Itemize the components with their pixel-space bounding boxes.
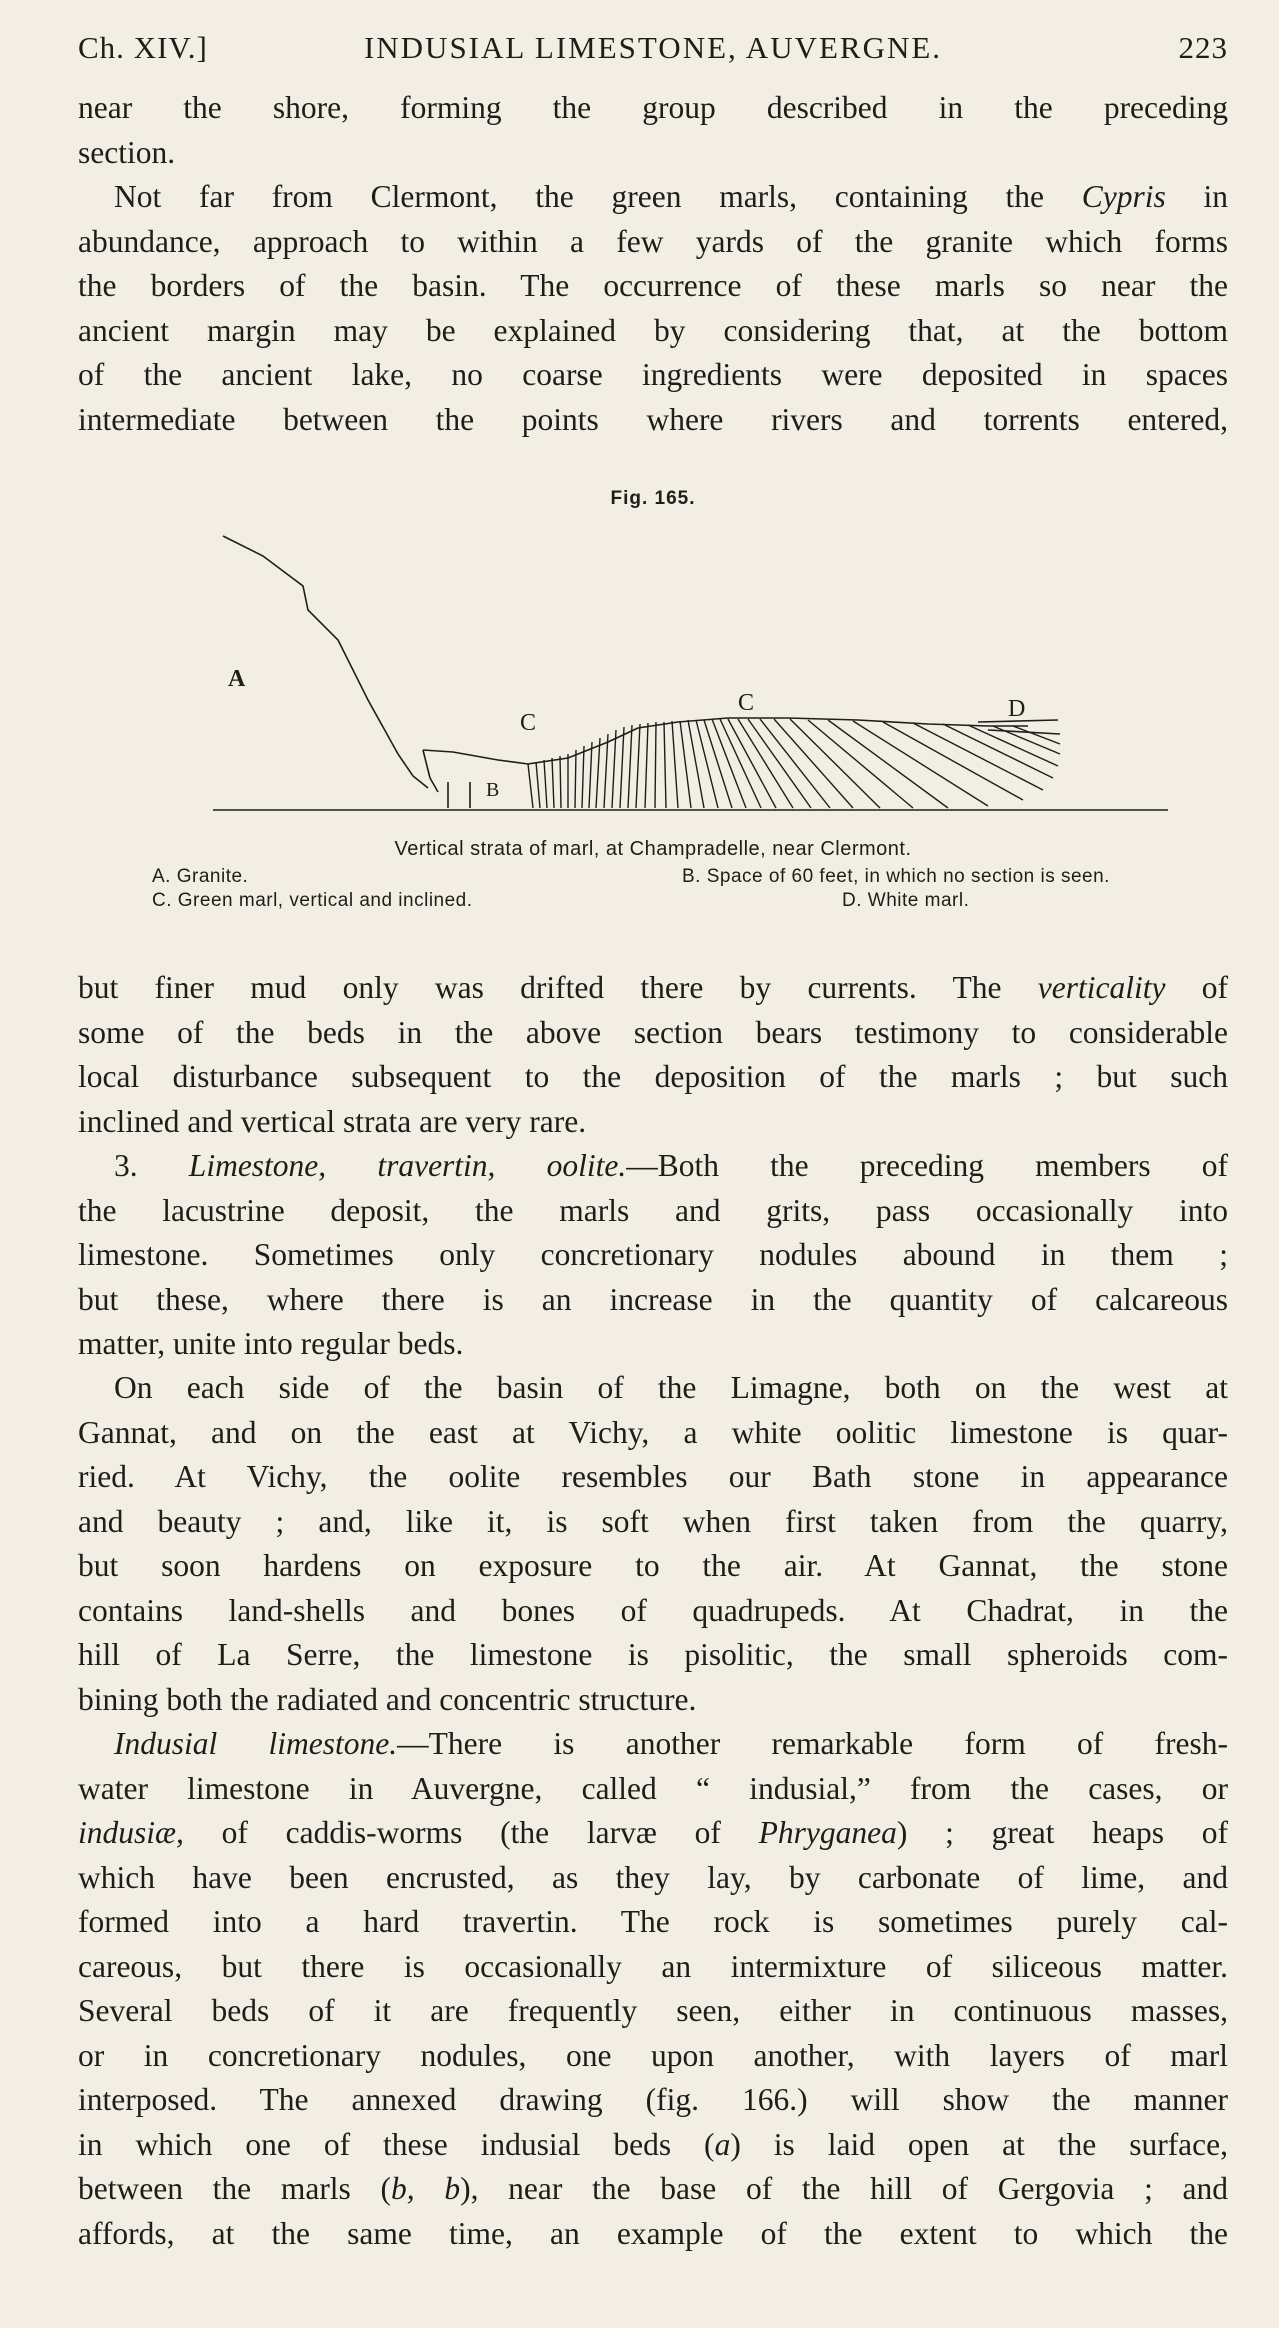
- text-line: Gannat, and on the east at Vichy, a white oolitic limestone is quar-: [78, 1414, 1228, 1450]
- space-b-top: [423, 718, 1028, 764]
- text-line: the lacustrine deposit, the marls and grits, pass occasionally into: [78, 1192, 1228, 1228]
- label-c-left: C: [520, 710, 537, 736]
- label-c-right: C: [738, 690, 755, 716]
- strata-section-diagram: [208, 520, 1208, 840]
- paragraph-limestone: [78, 1144, 1228, 1367]
- text-run: —There is another remarkable form of fresh-: [397, 1726, 1229, 1761]
- italic-a: a: [714, 2126, 731, 2162]
- vertical-strata: [528, 719, 830, 808]
- paragraph-verticality: [78, 966, 1228, 1144]
- text-line: section.: [78, 134, 176, 170]
- paragraph-limagne: [78, 1366, 1228, 1722]
- text-run: Not far from Clermont, the green marls, containing the: [114, 179, 1044, 214]
- text-line: affords, at the same time, an example of the extent to which the: [78, 2215, 1228, 2251]
- text-line: formed into a hard travertin. The rock is sometimes purely cal-: [78, 1904, 1228, 1939]
- text-run: ), near the base of the hill of Gergovia ; and: [460, 2171, 1229, 2206]
- paragraph-continuation: [78, 86, 1228, 175]
- running-header: [78, 26, 1228, 72]
- text-line: inclined and vertical strata are very rare.: [78, 1103, 587, 1139]
- page-number: 223: [1178, 30, 1228, 65]
- text-line: water limestone in Auvergne, called “ indusial,” from the cases, or: [78, 1770, 1228, 1806]
- text-line: but soon hardens on exposure to the air. At Gannat, the stone: [78, 1548, 1228, 1583]
- legend-b: B. Space of 60 feet, in which no section is seen.: [682, 866, 1110, 887]
- text-line: or in concretionary nodules, one upon another, with layers of marl: [78, 2037, 1228, 2073]
- figure-label: Fig. 165.: [610, 488, 696, 509]
- text-line: some of the beds in the above section bears testimony to considerable: [78, 1014, 1228, 1050]
- text-line: [78, 1811, 1228, 1856]
- text-line: matter, unite into regular beds.: [78, 1326, 464, 1361]
- legend-c: C. Green marl, vertical and inclined.: [152, 890, 473, 911]
- text-line: [78, 175, 1228, 220]
- text-line: contains land-shells and bones of quadrupeds. At Chadrat, in the: [78, 1592, 1228, 1628]
- text-line: [78, 1722, 1228, 1767]
- text-run: of: [1201, 970, 1229, 1005]
- text-line: careous, but there is occasionally an intermixture of siliceous matter.: [78, 1948, 1228, 1984]
- text-line: and beauty ; and, like it, is soft when first taken from the quarry,: [78, 1503, 1228, 1539]
- text-line: but these, where there is an increase in the quantity of calcareous: [78, 1281, 1228, 1317]
- text-run: between the marls (: [78, 2171, 392, 2206]
- label-d: D: [1008, 696, 1026, 722]
- text-run: —Both the preceding members of: [626, 1148, 1229, 1183]
- legend-d: D. White marl.: [842, 890, 970, 911]
- text-line: abundance, approach to within a few yards of the granite which forms: [78, 223, 1228, 259]
- paragraph-indusial: [78, 1722, 1228, 2256]
- chapter-reference: Ch. XIV.]: [78, 30, 208, 65]
- text-line: [78, 966, 1228, 1011]
- label-b: B: [486, 779, 500, 801]
- text-line: Several beds of it are frequently seen, either in continuous masses,: [78, 1993, 1228, 2028]
- text-run: in which one of these indusial beds (: [78, 2126, 715, 2162]
- text-line: which have been encrusted, as they lay, by carbonate of lime, and: [78, 1859, 1228, 1895]
- section-number: 3.: [114, 1148, 138, 1183]
- text-line: near the shore, forming the group described in the preceding: [78, 90, 1228, 125]
- italic-b-b: b, b: [391, 2171, 461, 2206]
- granite-slope: [223, 536, 428, 788]
- text-line: intermediate between the points where rivers and torrents entered,: [78, 401, 1228, 437]
- text-line: hill of La Serre, the limestone is pisolitic, the small spheroids com-: [78, 1637, 1228, 1672]
- text-line: ried. At Vichy, the oolite resembles our Bath stone in appearance: [78, 1459, 1228, 1494]
- paragraph-clermont: [78, 175, 1228, 442]
- text-run: of caddis-worms (the larvæ of: [221, 1815, 721, 1850]
- text-line: [78, 2167, 1228, 2212]
- text-run: in: [1203, 179, 1229, 214]
- running-title: INDUSIAL LIMESTONE, AUVERGNE.: [363, 30, 943, 65]
- text-line: On each side of the basin of the Limagne, both on the west at: [114, 1370, 1228, 1405]
- text-run: but finer mud only was drifted there by currents. The: [78, 970, 1002, 1005]
- verticality-italic: verticality: [1037, 970, 1166, 1005]
- text-line: limestone. Sometimes only concretionary nodules abound in them ;: [78, 1237, 1228, 1272]
- cypris-italic: Cypris: [1081, 179, 1166, 214]
- label-a: A: [228, 666, 246, 692]
- text-line: local disturbance subsequent to the deposition of the marls ; but such: [78, 1059, 1228, 1094]
- section-heading: Limestone, travertin, oolite.: [188, 1148, 627, 1183]
- figure-legend: [152, 866, 1252, 926]
- text-run: ) ; great heaps of: [896, 1815, 1229, 1850]
- text-line: the borders of the basin. The occurrence of these marls so near the: [78, 268, 1228, 303]
- indusiae-italic: indusiæ,: [78, 1815, 184, 1850]
- text-line: ancient margin may be explained by considering that, at the bottom: [78, 312, 1228, 348]
- text-run: ) is laid open at the surface,: [730, 2126, 1228, 2162]
- text-line: bining both the radiated and concentric structure.: [78, 1681, 697, 1717]
- text-line: [78, 2123, 1228, 2168]
- text-line: of the ancient lake, no coarse ingredients were deposited in spaces: [78, 357, 1228, 392]
- section-heading: Indusial limestone.: [114, 1726, 398, 1761]
- figure-caption: Vertical strata of marl, at Champradelle, near Clermont.: [394, 838, 912, 860]
- legend-a: A. Granite.: [152, 866, 249, 887]
- phryganea-italic: Phryganea: [758, 1815, 897, 1850]
- text-line: interposed. The annexed drawing (fig. 166.) will show the manner: [78, 2082, 1228, 2117]
- text-line: [78, 1144, 1228, 1189]
